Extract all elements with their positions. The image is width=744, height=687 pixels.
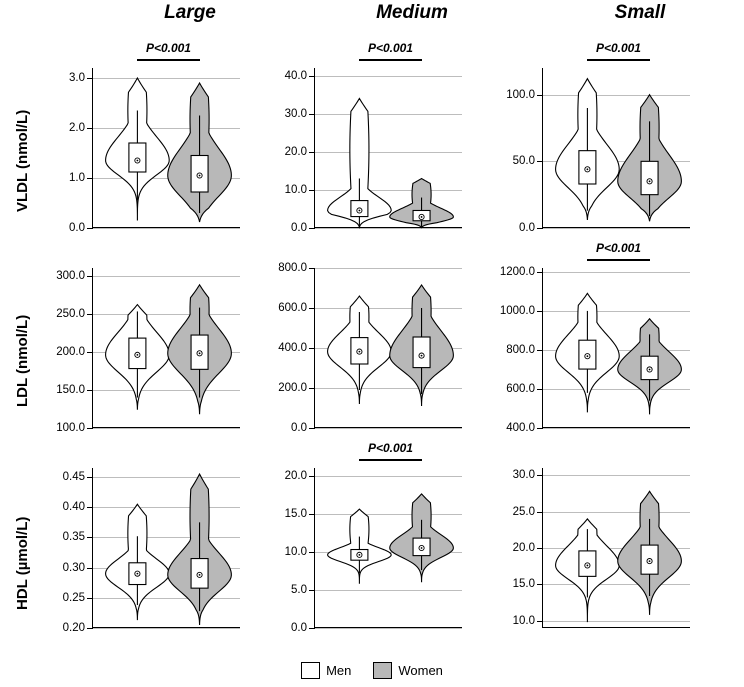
median-dot-men	[359, 210, 361, 212]
legend-item-women	[373, 662, 443, 679]
y-axis-tick-label: 800.0	[506, 343, 535, 356]
box-women	[413, 337, 430, 368]
y-axis-tick-label: 10.0	[284, 183, 307, 196]
gridline	[93, 428, 240, 429]
violin-layer	[543, 468, 691, 628]
axis-tick	[87, 628, 93, 629]
gridline	[315, 428, 462, 429]
significance-bar	[137, 59, 199, 61]
panel-hdl-medium	[284, 441, 462, 634]
plot-area	[506, 41, 690, 234]
gridline	[315, 228, 462, 229]
y-axis-tick-label: 200.0	[278, 382, 307, 394]
gridline	[93, 628, 240, 629]
box-men	[129, 338, 146, 368]
plot-area	[56, 268, 240, 434]
median-dot-women	[421, 547, 423, 549]
column-header-large: Large	[164, 2, 216, 23]
panel-ldl-medium	[278, 262, 462, 434]
y-axis-tick-label: 20.0	[284, 469, 307, 482]
panel-vldl-medium	[284, 41, 462, 234]
y-axis-tick-label: 40.0	[284, 69, 307, 82]
panel-ldl-small	[499, 241, 690, 434]
y-axis-tick-label: 0.0	[291, 422, 307, 434]
y-axis-tick-label: 400.0	[506, 422, 535, 434]
box-men	[579, 340, 596, 369]
legend-label-women: Women	[398, 663, 443, 678]
median-dot-women	[421, 216, 423, 218]
y-axis-tick-label: 250.0	[56, 307, 85, 320]
y-axis-tick-label: 600.0	[278, 302, 307, 314]
median-dot-men	[137, 160, 139, 162]
legend	[0, 662, 744, 679]
panel-vldl-small	[506, 41, 690, 234]
y-axis-tick-label: 25.0	[512, 505, 535, 518]
y-axis-tick-label: 3.0	[69, 72, 85, 84]
y-axis-tick-label: 1000.0	[499, 304, 535, 317]
y-axis-tick-label: 20.0	[284, 145, 307, 158]
y-axis-tick-label: 30.0	[284, 107, 307, 120]
panel-hdl-large	[62, 468, 240, 634]
y-axis-tick-label: 10.0	[284, 545, 307, 558]
y-axis-tick-label: 50.0	[512, 155, 535, 168]
box-women	[191, 335, 208, 369]
y-axis-tick-label: 100.0	[506, 88, 535, 101]
y-axis-tick-label: 100.0	[56, 422, 85, 434]
y-axis-tick-label: 0.40	[62, 501, 85, 514]
y-axis-tick-label: 0.0	[69, 222, 85, 234]
panel-hdl-small	[512, 468, 690, 628]
y-axis-tick-label: 2.0	[69, 122, 85, 134]
y-axis-tick-label: 300.0	[56, 269, 85, 282]
column-header-small: Small	[614, 2, 666, 23]
box-women	[191, 156, 208, 193]
y-axis-tick-label: 5.0	[291, 583, 307, 596]
y-axis-tick-label: 400.0	[278, 342, 307, 354]
axis-tick	[537, 228, 543, 229]
column-header-medium: Medium	[376, 2, 448, 23]
axis-tick	[309, 228, 315, 229]
row-label-ldl: LDL (nmol/L)	[14, 314, 31, 407]
plot-area	[69, 41, 240, 234]
significance-bar	[587, 259, 649, 261]
significance-bar	[359, 59, 421, 61]
violin-layer	[543, 68, 691, 228]
median-dot-men	[587, 355, 589, 357]
y-axis-tick-label: 150.0	[56, 383, 85, 396]
box-women	[641, 161, 658, 194]
median-dot-women	[649, 180, 651, 182]
y-axis-tick-label: 0.45	[62, 471, 85, 484]
median-dot-men	[359, 554, 361, 556]
y-axis-tick-label: 600.0	[506, 382, 535, 395]
median-dot-women	[199, 574, 201, 576]
plot-area	[512, 468, 690, 628]
box-women	[641, 545, 658, 574]
panel-vldl-large	[69, 41, 240, 234]
violin-layer	[315, 68, 463, 228]
box-men	[351, 201, 368, 217]
significance-label: P<0.001	[145, 41, 191, 55]
gridline	[543, 228, 690, 229]
row-label-hdl: HDL (µmol/L)	[14, 516, 31, 610]
gridline	[543, 428, 690, 429]
plot-area	[278, 262, 462, 434]
gridline	[315, 628, 462, 629]
violin-layer	[315, 468, 463, 628]
y-axis-tick-label: 0.0	[291, 622, 307, 634]
median-dot-men	[587, 168, 589, 170]
legend-swatch-women	[373, 662, 392, 679]
significance-label: P<0.001	[367, 41, 413, 55]
row-label-vldl: VLDL (nmol/L)	[14, 109, 31, 212]
y-axis-tick-label: 15.0	[512, 578, 535, 591]
y-axis-tick-label: 0.0	[519, 222, 535, 234]
box-women	[413, 538, 430, 556]
y-axis-tick-label: 800.0	[278, 262, 307, 274]
y-axis-tick-label: 200.0	[56, 345, 85, 358]
y-axis-tick-label: 1.0	[69, 172, 85, 184]
median-dot-women	[649, 369, 651, 371]
y-axis-tick-label: 0.20	[62, 622, 85, 634]
legend-label-men: Men	[326, 663, 352, 678]
panel-ldl-large	[56, 268, 240, 434]
median-dot-men	[587, 565, 589, 567]
axis-tick	[87, 228, 93, 229]
plot-area	[284, 41, 462, 234]
axis-tick	[309, 628, 315, 629]
y-axis-tick-label: 20.0	[512, 542, 535, 554]
box-men	[579, 151, 596, 184]
box-women	[641, 356, 658, 379]
median-dot-men	[137, 354, 139, 356]
violin-layer	[93, 68, 241, 228]
gridline	[93, 228, 240, 229]
significance-label: P<0.001	[595, 241, 641, 255]
y-axis-tick-label: 30.0	[512, 469, 535, 482]
legend-swatch-men	[301, 662, 320, 679]
violin-layer	[93, 268, 241, 428]
median-dot-women	[421, 355, 423, 357]
y-axis-tick-label: 0.0	[291, 222, 307, 234]
violin-layer	[315, 268, 463, 428]
violin-layer	[93, 468, 241, 628]
median-dot-women	[199, 175, 201, 177]
axis-tick	[87, 428, 93, 429]
y-axis-tick-label: 0.25	[62, 591, 85, 604]
significance-label: P<0.001	[367, 441, 413, 455]
legend-item-men	[301, 662, 351, 679]
plot-area	[499, 241, 690, 434]
plot-area	[284, 441, 462, 634]
axis-tick	[309, 428, 315, 429]
significance-bar	[587, 59, 649, 61]
box-women	[191, 559, 208, 589]
y-axis-tick-label: 0.35	[62, 531, 85, 544]
y-axis-tick-label: 0.30	[62, 561, 85, 574]
median-dot-men	[137, 573, 139, 575]
plot-area	[62, 468, 240, 634]
y-axis-tick-label: 1200.0	[499, 265, 535, 278]
y-axis-tick-label: 10.0	[512, 614, 535, 627]
median-dot-women	[649, 560, 651, 562]
median-dot-men	[359, 351, 361, 353]
significance-bar	[359, 459, 421, 461]
y-axis-tick-label: 15.0	[284, 507, 307, 520]
median-dot-women	[199, 352, 201, 354]
violin-layer	[543, 268, 691, 428]
axis-tick	[537, 428, 543, 429]
box-men	[579, 551, 596, 576]
significance-label: P<0.001	[595, 41, 641, 55]
